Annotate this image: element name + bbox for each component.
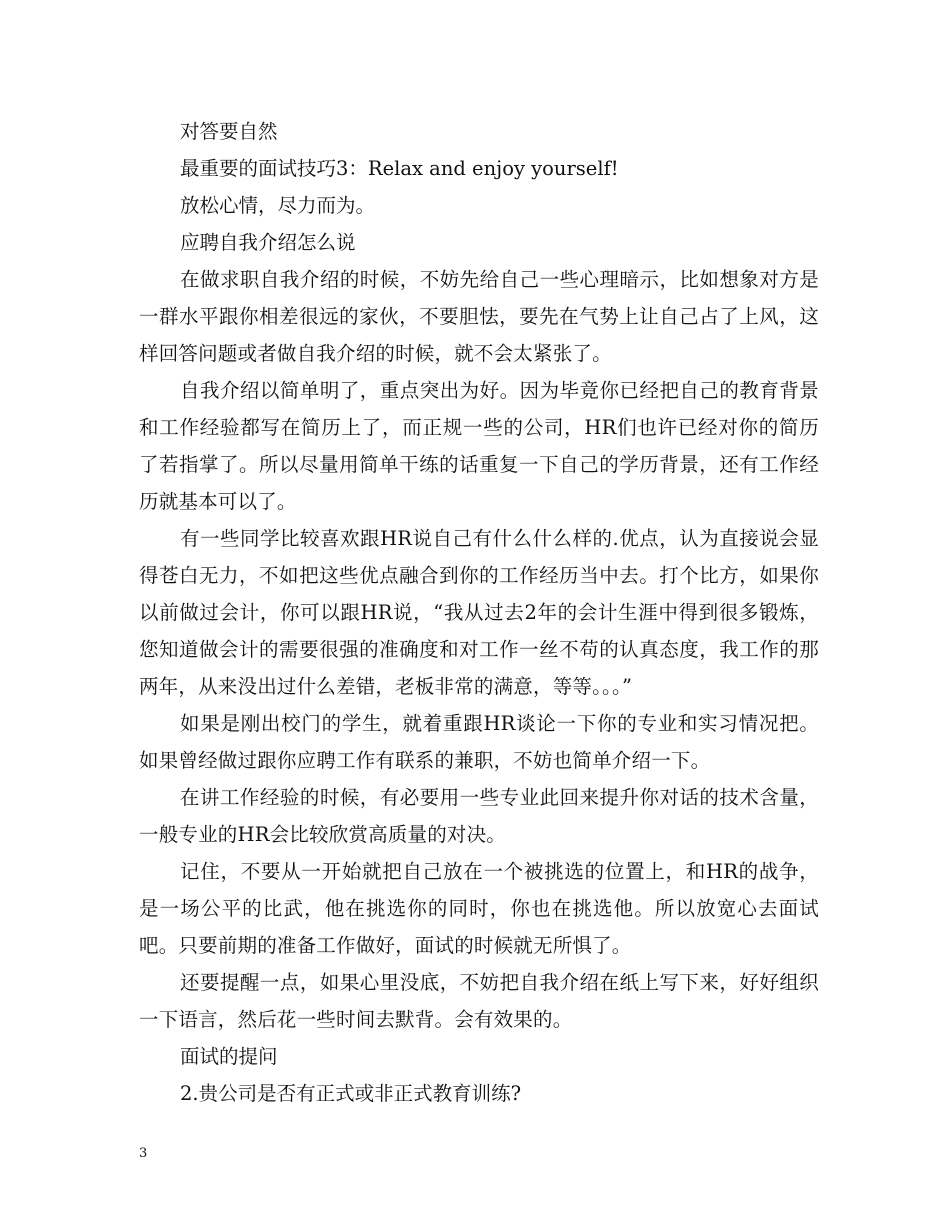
paragraph: 如果是刚出校门的学生，就着重跟HR谈论一下你的专业和实习情况把。如果曾经做过跟你应聘工作有联系的兼职，不妨也简单介绍一下。 xyxy=(139,712,819,772)
section-heading-interview-questions: 面试的提问 xyxy=(180,1045,278,1068)
question-item: 2.贵公司是否有正式或非正式教育训练? xyxy=(180,1082,522,1105)
paragraph: 记住，不要从一开始就把自己放在一个被挑选的位置上，和HR的战争，是一场公平的比武，他在挑选你的同时，你也在挑选他。所以放宽心去面试吧。只要前期的准备工作做好，面试的时候就无所惧了。 xyxy=(139,860,819,957)
section-heading-self-introduction: 应聘自我介绍怎么说 xyxy=(180,231,356,254)
line-relax: 放松心情，尽力而为。 xyxy=(180,194,376,217)
line-interview-tip-3: 最重要的面试技巧3：Relax and enjoy yourself! xyxy=(180,157,619,180)
paragraph: 还要提醒一点，如果心里没底，不妨把自我介绍在纸上写下来，好好组织一下语言，然后花一些时间去默背。会有效果的。 xyxy=(139,971,819,1031)
paragraph: 在做求职自我介绍的时候，不妨先给自己一些心理暗示，比如想象对方是一群水平跟你相差很远的家伙，不要胆怯，要先在气势上让自己占了上风，这样回答问题或者做自我介绍的时候，就不会太紧张了。 xyxy=(139,268,819,365)
document-body xyxy=(139,113,819,1112)
paragraph: 在讲工作经验的时候，有必要用一些专业此回来提升你对话的技术含量，一般专业的HR会比较欣赏高质量的对决。 xyxy=(139,786,819,846)
paragraph: 有一些同学比较喜欢跟HR说自己有什么什么样的.优点，认为直接说会显得苍白无力，不如把这些优点融合到你的工作经历当中去。打个比方，如果你以前做过会计，你可以跟HR说，“我从过去2年的会计生涯中得到很多锻炼，您知道做会计的需要很强的准确度和对工作一丝不苟的认真态度，我工作的那两年，从来没出过什么差错，老板非常的满意，等等。。。” xyxy=(139,527,819,698)
page-number: 3 xyxy=(139,1146,148,1161)
paragraph: 自我介绍以简单明了，重点突出为好。因为毕竟你已经把自己的教育背景和工作经验都写在简历上了，而正规一些的公司，HR们也许已经对你的简历了若指掌了。所以尽量用简单干练的话重复一下自己的学历背景，还有工作经历就基本可以了。 xyxy=(139,379,819,513)
line-natural-answers: 对答要自然 xyxy=(180,120,278,143)
